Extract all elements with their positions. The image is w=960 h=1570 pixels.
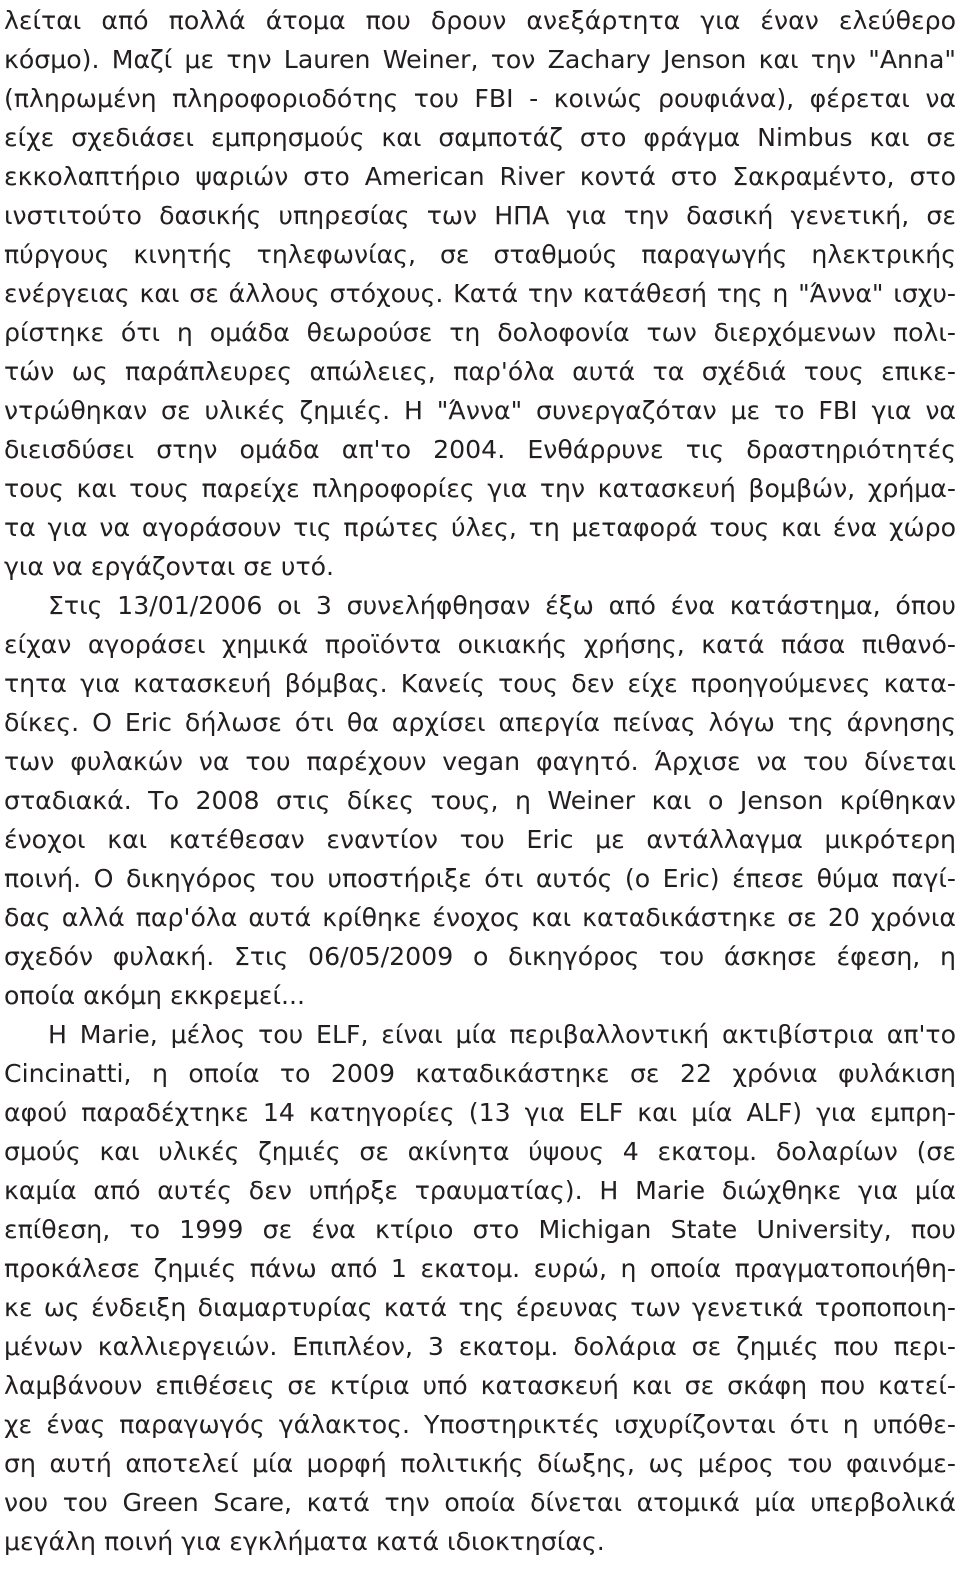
text-line-2: κόσμο). Μαζί με την Lauren Weiner, τον Zachary Jenson και την "Anna" — [4, 45, 956, 74]
text-line-18: τητα για κατασκευή βόμβας. Κανείς τους δεν είχε προηγούμενες κατα- — [4, 669, 956, 698]
text-line-17: είχαν αγοράσει χημικά προϊόντα οικιακής χρήσης, κατά πάσα πιθανό- — [4, 630, 956, 659]
text-line-25: σχεδόν φυλακή. Στις 06/05/2009 ο δικηγόρος του άσκησε έφεση, η — [4, 942, 956, 971]
text-line-21: σταδιακά. Το 2008 στις δίκες τους, η Weiner και ο Jenson κρίθηκαν — [4, 786, 956, 815]
text-line-35: μένων καλλιεργειών. Επιπλέον, 3 εκατομ. δολάρια σε ζημιές που περι- — [4, 1332, 956, 1361]
text-line-31: καμία από αυτές δεν υπήρξε τραυματίας). Η Marie διώχθηκε για μία — [4, 1176, 956, 1205]
text-line-6: ινστιτούτο δασικής υπηρεσίας των ΗΠΑ για την δασική γενετική, σε — [4, 201, 956, 230]
text-line-40: μεγάλη ποινή για εγκλήματα κατά ιδιοκτησίας. — [4, 1527, 605, 1556]
text-line-23: ποινή. Ο δικηγόρος του υποστήριξε ότι αυτός (ο Eric) έπεσε θύμα παγί- — [4, 864, 956, 893]
text-line-38: ση αυτή αποτελεί μία μορφή πολιτικής δίωξης, ως μέρος του φαινόμε- — [4, 1449, 956, 1478]
text-line-7: πύργους κινητής τηλεφωνίας, σε σταθμούς παραγωγής ηλεκτρικής — [4, 240, 956, 269]
text-line-29: αφού παραδέχτηκε 14 κατηγορίες (13 για ELF και μία ALF) για εμπρη- — [4, 1098, 956, 1127]
text-line-20: των φυλακών να του παρέχουν vegan φαγητό. Άρχισε να του δίνεται — [4, 747, 956, 776]
text-line-19: δίκες. Ο Eric δήλωσε ότι θα αρχίσει απεργία πείνας λόγω της άρνησης — [4, 708, 956, 737]
text-line-32: επίθεση, το 1999 σε ένα κτίριο στο Michigan State University, που — [4, 1215, 956, 1244]
text-line-39: νου του Green Scare, κατά την οποία δίνεται ατομικά μία υπερβολικά — [4, 1488, 956, 1517]
text-line-8: ενέργειας και σε άλλους στόχους. Κατά την κατάθεσή της η "Άννα" ισχυ- — [4, 279, 956, 308]
text-line-27: Η Marie, μέλος του ELF, είναι μία περιβαλλοντική ακτιβίστρια απ'το — [48, 1020, 956, 1049]
text-line-36: λαμβάνουν επιθέσεις σε κτίρια υπό κατασκευή και σε σκάφη που κατεί- — [4, 1371, 956, 1400]
text-line-34: κε ως ένδειξη διαμαρτυρίας κατά της έρευνας των γενετικά τροποποιη- — [4, 1293, 956, 1322]
text-line-33: προκάλεσε ζημιές πάνω από 1 εκατομ. ευρώ, η οποία πραγματοποιήθη- — [4, 1254, 956, 1283]
text-line-10: τών ως παράπλευρες απώλειες, παρ'όλα αυτά τα σχέδιά τους επικε- — [4, 357, 956, 386]
text-line-22: ένοχοι και κατέθεσαν εναντίον του Eric με αντάλλαγμα μικρότερη — [4, 825, 956, 854]
text-line-4: είχε σχεδιάσει εμπρησμούς και σαμποτάζ στο φράγμα Nimbus και σε — [4, 123, 956, 152]
text-line-5: εκκολαπτήριο ψαριών στο American River κοντά στο Σακραμέντο, στο — [4, 162, 956, 191]
text-line-12: διεισδύσει στην ομάδα απ'το 2004. Ενθάρρυνε τις δραστηριότητές — [4, 435, 956, 464]
text-line-37: χε ένας παραγωγός γάλακτος. Υποστηρικτές ισχυρίζονται ότι η υπόθε- — [4, 1410, 956, 1439]
text-line-14: τα για να αγοράσουν τις πρώτες ύλες, τη μεταφορά τους και ένα χώρο — [4, 513, 956, 542]
text-line-16: Στις 13/01/2006 οι 3 συνελήφθησαν έξω από ένα κατάστημα, όπου — [48, 591, 956, 620]
text-line-24: δας αλλά παρ'όλα αυτά κρίθηκε ένοχος και καταδικάστηκε σε 20 χρόνια — [4, 903, 956, 932]
text-line-26: οποία ακόμη εκκρεμεί... — [4, 981, 306, 1010]
text-line-30: σμούς και υλικές ζημιές σε ακίνητα ύψους 4 εκατομ. δολαρίων (σε — [4, 1137, 956, 1166]
text-line-3: (πληρωμένη πληροφοριοδότης του FBI - κοινώς ρουφιάνα), φέρεται να — [4, 84, 956, 113]
text-line-9: ρίστηκε ότι η ομάδα θεωρούσε τη δολοφονία των διερχόμενων πολι- — [4, 318, 956, 347]
text-line-15: για να εργάζονται σε υτό. — [4, 552, 335, 581]
text-line-13: τους και τους παρείχε πληροφορίες για την κατασκευή βομβών, χρήμα- — [4, 474, 956, 503]
text-line-11: ντρώθηκαν σε υλικές ζημιές. Η "Άννα" συνεργαζόταν με το FBI για να — [4, 396, 956, 425]
text-line-28: Cincinatti, η οποία το 2009 καταδικάστηκε σε 22 χρόνια φυλάκιση — [4, 1059, 956, 1088]
text-line-1: λείται από πολλά άτομα που δρουν ανεξάρτητα για έναν ελεύθερο — [4, 6, 956, 35]
